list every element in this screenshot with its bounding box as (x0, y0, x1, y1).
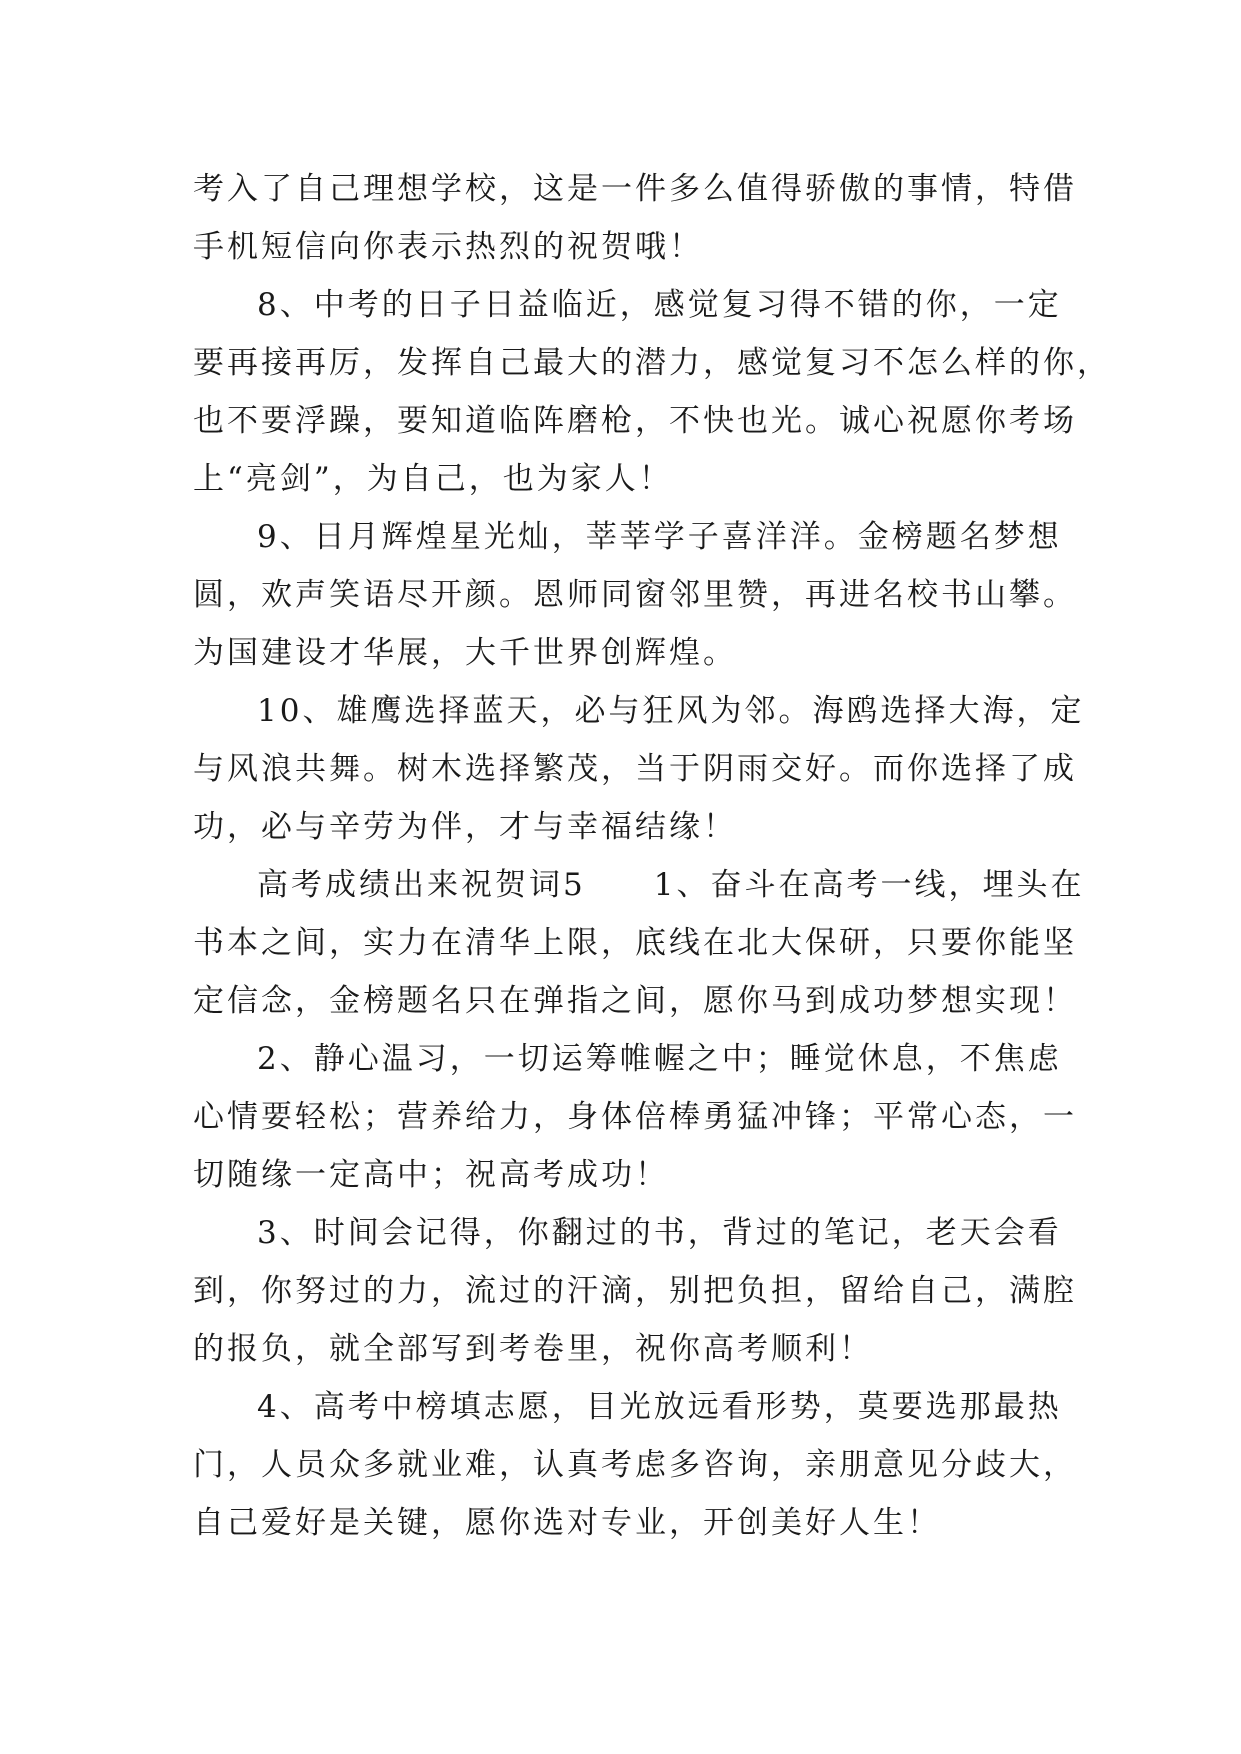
text-line: 高考成绩出来祝贺词5 1、奋斗在高考一线，埋头在 (257, 867, 1085, 903)
text-line: 自己爱好是关键，愿你选对专业，开创美好人生！ (193, 1505, 941, 1541)
text-line: 到，你努过的力，流过的汗滴，别把负担，留给自己，满腔 (193, 1273, 1077, 1309)
text-line: 10、雄鹰选择蓝天，必与狂风为邻。海鸥选择大海，定 (257, 693, 1085, 729)
paragraph-7 (193, 1204, 1077, 1378)
paragraph-5 (193, 856, 1085, 1030)
text-line: 4、高考中榜填志愿，目光放远看形势，莫要选那最热 (257, 1389, 1062, 1425)
text-line: 切随缘一定高中；祝高考成功！ (193, 1157, 669, 1193)
text-line: 心情要轻松；营养给力，身体倍棒勇猛冲锋；平常心态，一 (193, 1099, 1077, 1135)
paragraph-4 (193, 682, 1085, 856)
text-line: 手机短信向你表示热烈的祝贺哦！ (193, 229, 703, 265)
text-line: 要再接再厉，发挥自己最大的潜力，感觉复习不怎么样的你， (193, 345, 1111, 381)
text-line: 上“亮剑”，为自己，也为家人！ (193, 461, 673, 497)
text-line: 书本之间，实力在清华上限，底线在北大保研，只要你能坚 (193, 925, 1077, 961)
text-line: 也不要浮躁，要知道临阵磨枪，不快也光。诚心祝愿你考场 (193, 403, 1077, 439)
text-line: 考入了自己理想学校，这是一件多么值得骄傲的事情，特借 (193, 171, 1077, 207)
text-line: 与风浪共舞。树木选择繁茂，当于阴雨交好。而你选择了成 (193, 751, 1077, 787)
paragraph-2 (193, 276, 1111, 508)
paragraph-3 (193, 508, 1077, 682)
text-line: 圆，欢声笑语尽开颜。恩师同窗邻里赞，再进名校书山攀。 (193, 577, 1077, 613)
text-line: 3、时间会记得，你翻过的书，背过的笔记，老天会看 (257, 1215, 1062, 1251)
text-line: 功，必与辛劳为伴，才与幸福结缘！ (193, 809, 737, 845)
paragraph-8 (193, 1378, 1077, 1552)
text-line: 门，人员众多就业难，认真考虑多咨询，亲朋意见分歧大， (193, 1447, 1077, 1483)
document-body (193, 160, 1111, 1552)
paragraph-1 (193, 160, 1077, 276)
text-line: 为国建设才华展，大千世界创辉煌。 (193, 635, 737, 671)
paragraph-6 (193, 1030, 1077, 1204)
text-line: 定信念，金榜题名只在弹指之间，愿你马到成功梦想实现！ (193, 983, 1077, 1019)
text-line: 的报负，就全部写到考卷里，祝你高考顺利！ (193, 1331, 873, 1367)
text-line: 9、日月辉煌星光灿，莘莘学子喜洋洋。金榜题名梦想 (257, 519, 1062, 555)
text-line: 2、静心温习，一切运筹帷幄之中；睡觉休息，不焦虑 (257, 1041, 1062, 1077)
text-line: 8、中考的日子日益临近，感觉复习得不错的你，一定 (257, 287, 1062, 323)
